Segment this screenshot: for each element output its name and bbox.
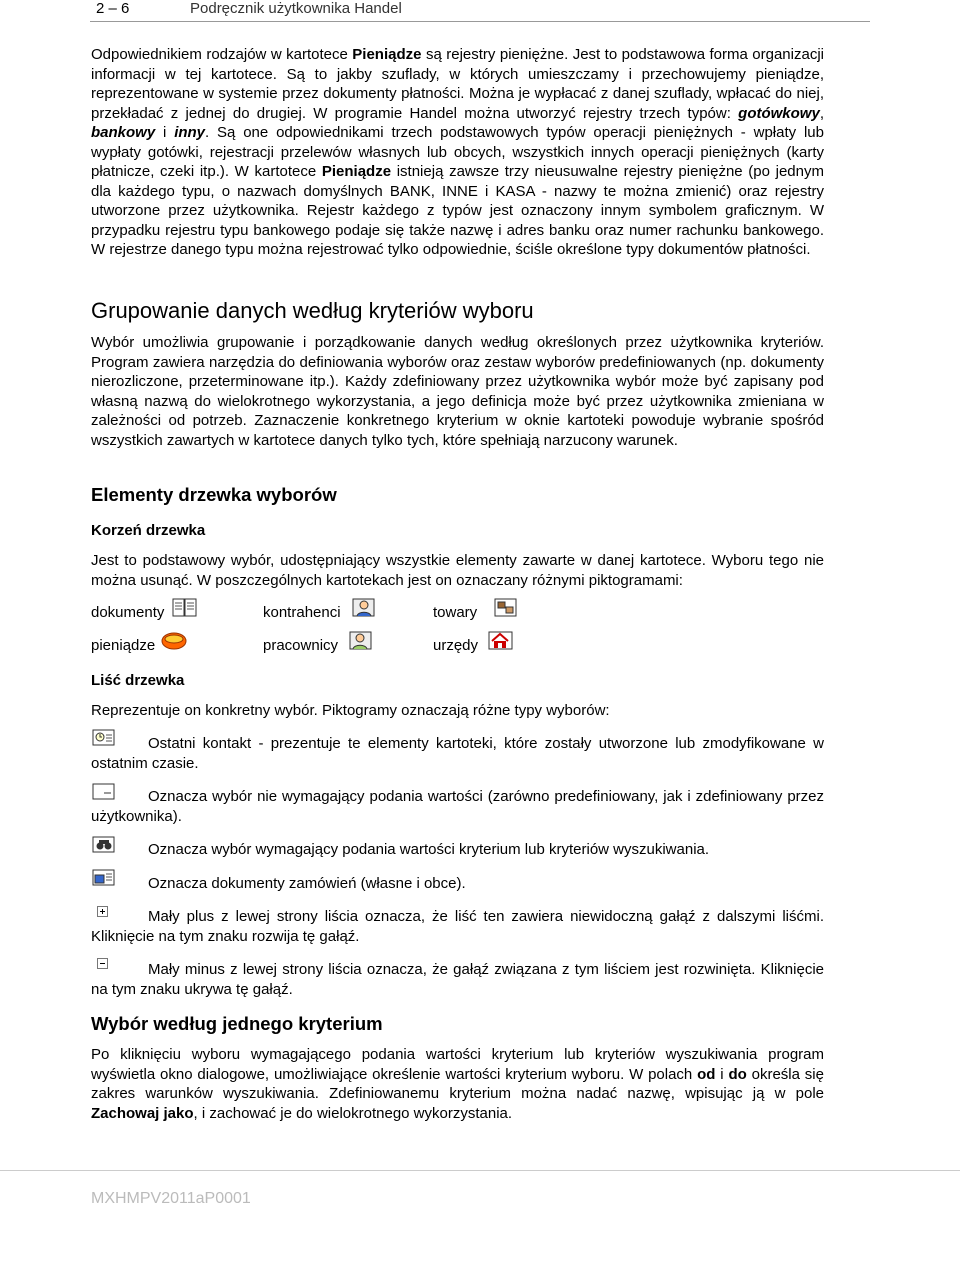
employees-icon <box>349 631 373 651</box>
leaf-paragraph: Reprezentuje on konkretny wybór. Piktogramy oznaczają różne typy wyborów: <box>91 702 610 719</box>
leaf-item-simple: Oznacza wybór nie wymagający podania wartości (zarówno predefiniowany, jak i zdefiniowany przez użytkownika). <box>91 788 824 825</box>
manual-title: Podręcznik użytkownika Handel <box>190 0 402 17</box>
intro-paragraph: Odpowiednikiem rodzajów w kartotece Pieniądze są rejestry pieniężne. Jest to podstawowa forma organizacji informacji w tej kartotece. Są to jakby szuflady, w których umieszczamy i przechowujemy pieniądze, reprezentowane w systemie przez dokumenty płatności. Można je wypłacać z danej szuflady, wpłacać do niej, przekładać z jednej do drugiej. W programie Handel można utworzyć rejestry trzech typów: gotówkowy, bankowy i inny. Są one odpowiednikami trzech podstawowych typów operacji pieniężnych - wpłaty lub wypłaty gotówki, rejestracji przelewów własnych lub obcych, wszystkich innych operacji pieniężnych (karty płatnicze, czeki itp.). W kartotece Pieniądze istnieją zawsze trzy nieusuwalne rejestry pieniężne (po jednym dla każdego typu, o nazwach domyślnych BANK, INNE i KASA - nazwy te można zmienić) oraz rejestry utworzone przez użytkownika. Rejestr każdego z typów jest oznaczony innym symbolem graficznym. W przypadku rejestru typu bankowego podaje się także nazwę i adres banku oraz numer rachunku bankowego. W rejestrze danego typu można rejestrować tylko odpowiednie, ściśle określone typy dokumentów płatności. <box>91 46 824 258</box>
icon-label-offices: urzędy <box>433 637 479 654</box>
section-heading-single-criterion: Wybór według jednego kryterium <box>91 1013 383 1034</box>
single-criterion-paragraph: Po kliknięciu wyboru wymagającego podania wartości kryterium lub kryteriów wyszukiwania program wyświetla okno dialogowe, umożliwiające określenie wartości kryterium wyboru. W polach od i do określa się zakres warunków wyszukiwania. Zdefiniowanemu kryterium można nadać nazwę, wpisując ją w pole Zachowaj jako, i zachować je do wielokrotnego wykorzystania. <box>91 1046 824 1122</box>
money-icon <box>160 631 188 651</box>
icon-label-employees: pracownicy <box>263 637 339 654</box>
icon-label-documents: dokumenty <box>91 604 165 621</box>
documents-icon <box>172 598 198 618</box>
leaf-item-criteria: Oznacza wybór wymagający podania wartości kryterium lub kryteriów wyszukiwania. <box>148 841 710 858</box>
leaf-item-plus: Mały plus z lewej strony liścia oznacza, że liść ten zawiera niewidoczną gałąź z dalszymi liśćmi. Kliknięcie na tym znaku rozwija tę gałąź. <box>91 908 824 945</box>
leaf-item-orders: Oznacza dokumenty zamówień (własne i obce). <box>148 875 466 892</box>
section-heading-grouping: Grupowanie danych według kryteriów wyboru <box>91 298 534 323</box>
page-header <box>0 0 960 22</box>
footer-rule <box>0 1170 960 1171</box>
section-heading-tree-elements: Elementy drzewka wyborów <box>91 484 337 505</box>
grouping-paragraph: Wybór umożliwia grupowanie i porządkowanie danych według określonych przez użytkownika kryteriów. Program zawiera narzędzia do definiowania wyborów oraz zestaw wyborów predefiniowanych (np. dokumenty nierozliczone, przeterminowane itp.). Każdy zdefiniowany przez użytkownika wybór może być zapisany pod własną nazwą do wielokrotnego wykorzystania, a jego definicja może być przez użytkownika zmieniana w zależności od potrzeb. Zaznaczenie konkretnego kryterium w oknie kartoteki powoduje wybranie spośród wszystkich zawartych w kartotece danych tylko tych, które spełniają narzucony warunek. <box>91 334 824 449</box>
offices-icon <box>488 631 514 651</box>
icon-label-goods: towary <box>433 604 478 621</box>
leaf-item-recent: Ostatni kontakt - prezentuje te elementy kartoteki, które zostały utworzone lub zmodyfikowane w ostatnim czasie. <box>91 735 824 772</box>
document-code: MXHMPV2011aP0001 <box>91 1190 251 1207</box>
icon-label-contractors: kontrahenci <box>263 604 341 621</box>
contractors-icon <box>352 598 376 618</box>
root-paragraph: Jest to podstawowy wybór, udostępniający wszystkie elementy zawarte w danej kartotece. Wyboru tego nie można usunąć. W poszczególnych kartotekach jest on oznaczany różnymi piktogramami: <box>91 552 824 589</box>
leaf-item-minus: Mały minus z lewej strony liścia oznacza, że gałąź związana z tym liściem jest rozwinięta. Kliknięcie na tym znaku ukrywa tę gałąź. <box>91 961 824 998</box>
icon-label-money: pieniądze <box>91 637 156 654</box>
leaf-heading: Liść drzewka <box>91 672 185 689</box>
header-rule <box>90 21 870 22</box>
page-number: 2 – 6 <box>96 0 130 17</box>
goods-icon <box>494 598 518 618</box>
root-heading: Korzeń drzewka <box>91 522 206 539</box>
